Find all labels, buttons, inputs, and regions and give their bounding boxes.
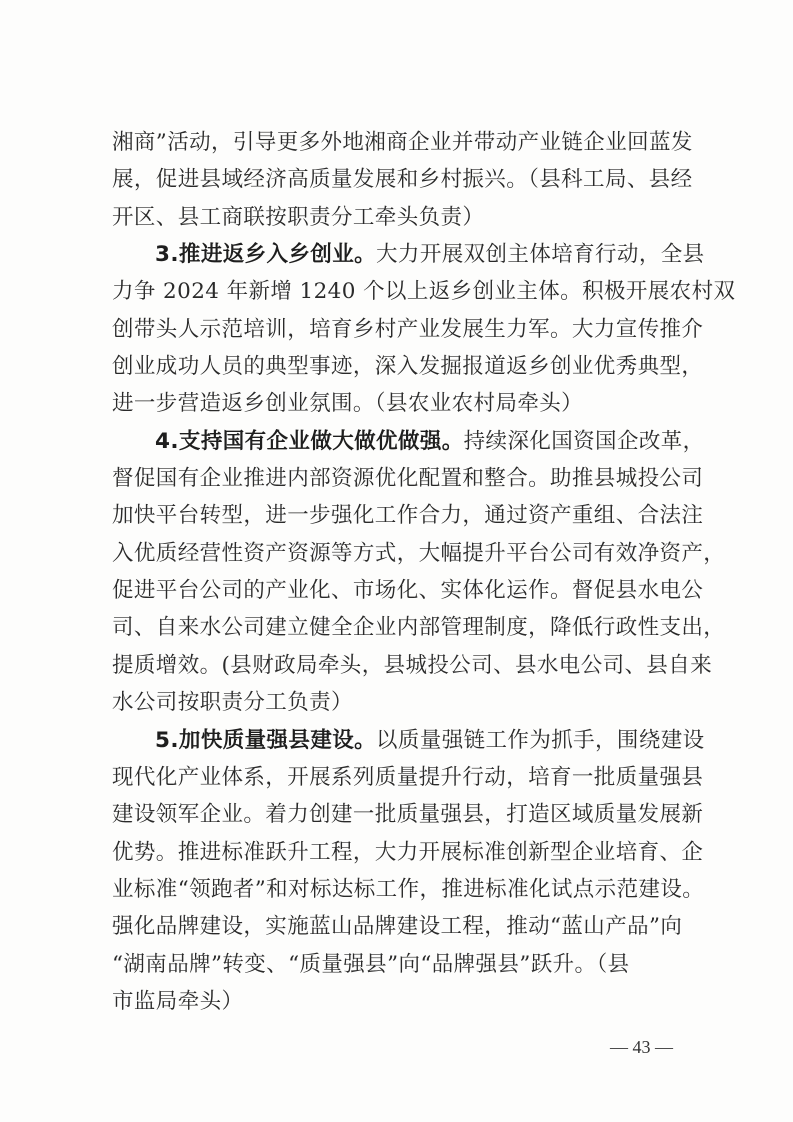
section-5-heading: 5.加快质量强县建设。	[155, 727, 377, 753]
body-text: 力争 2024 年新增 1240 个以上返乡创业主体。积极开展农村双	[112, 279, 736, 305]
body-text: 入优质经营性资产资源等方式，大幅提升平台公司有效净资产，	[112, 540, 726, 566]
body-line-10	[112, 460, 704, 497]
body-text: 湘商”活动，引导更多外地湘商企业并带动产业链企业回蓝发	[112, 130, 693, 155]
body-text: 强化品牌建设，实施蓝山品牌建设工程，推动“蓝山产品”向	[112, 914, 683, 940]
body-line-14	[112, 609, 726, 646]
body-line-20	[112, 834, 704, 871]
body-text: 创业成功人员的典型事迹，深入发掘报道返乡创业优秀典型，	[112, 354, 704, 380]
page-number: — 43 —	[610, 1037, 673, 1057]
body-text: 司、自来水公司建立健全企业内部管理制度，降低行政性支出，	[112, 615, 726, 641]
body-line-21	[112, 871, 705, 908]
section-3-first-line	[112, 236, 705, 273]
body-line-5	[112, 273, 736, 310]
body-line-13	[112, 572, 704, 609]
section-4-heading: 4.支持国有企业做大做优做强。	[155, 428, 464, 454]
body-text: 现代化产业体系，开展系列质量提升行动，培育一批质量强县	[112, 764, 704, 790]
body-line-22	[112, 908, 686, 945]
section-5-first-line	[112, 722, 705, 759]
body-text: 水公司按职责分工负责）	[112, 690, 353, 716]
section-4-first-line	[112, 423, 705, 460]
body-line-12	[112, 535, 726, 572]
body-line-2	[112, 161, 693, 198]
body-line-11	[112, 497, 704, 534]
body-line-19	[112, 796, 704, 833]
document-body	[112, 124, 736, 1020]
body-text: 加快平台转型，进一步强化工作合力，通过资产重组、合法注	[112, 503, 704, 529]
body-text: 提质增效。(县财政局牵头，县城投公司、县水电公司、县自来	[112, 652, 713, 678]
body-line-16	[112, 684, 686, 721]
body-text: 创带头人示范培训，培育乡村产业发展生力军。大力宣传推介	[112, 316, 704, 342]
section-3-heading: 3.推进返乡入乡创业。	[155, 242, 377, 268]
body-text: 促进平台公司的产业化、市场化、实体化运作。督促县水电公	[112, 578, 704, 604]
body-text: 建设领军企业。着力创建一批质量强县，打造区域质量发展新	[112, 802, 704, 828]
body-line-1	[112, 124, 693, 161]
body-text: 以质量强链工作为抓手，围绕建设	[376, 727, 705, 753]
body-line-7	[112, 348, 704, 385]
body-text: 督促国有企业推进内部资源优化配置和整合。助推县城投公司	[112, 466, 704, 492]
body-line-23	[112, 946, 686, 983]
body-text: 市监局牵头）	[112, 988, 244, 1014]
body-line-3	[112, 199, 686, 236]
body-line-8	[112, 385, 686, 422]
body-line-15	[112, 647, 713, 684]
body-line-18	[112, 759, 704, 796]
body-text: 业标准“领跑者”和对标达标工作，推进标准化试点示范建设。	[112, 876, 705, 902]
body-text: 进一步营造返乡创业氛围。（县农业农村局牵头）	[112, 391, 584, 417]
body-text: 开区、县工商联按职责分工牵头负责）	[112, 204, 485, 230]
body-text: 展，促进县域经济高质量发展和乡村振兴。（县科工局、县经	[112, 167, 693, 193]
body-text: 持续深化国资国企改革，	[463, 428, 705, 454]
body-text: “湖南品牌”转变、“质量强县”向“品牌强县”跃升。（县	[112, 951, 630, 977]
body-text: 大力开展双创主体培育行动，全县	[376, 242, 705, 268]
body-line-24	[112, 983, 686, 1020]
body-text: 优势。推进标准跃升工程，大力开展标准创新型企业培育、企	[112, 839, 704, 865]
body-line-6	[112, 311, 704, 348]
